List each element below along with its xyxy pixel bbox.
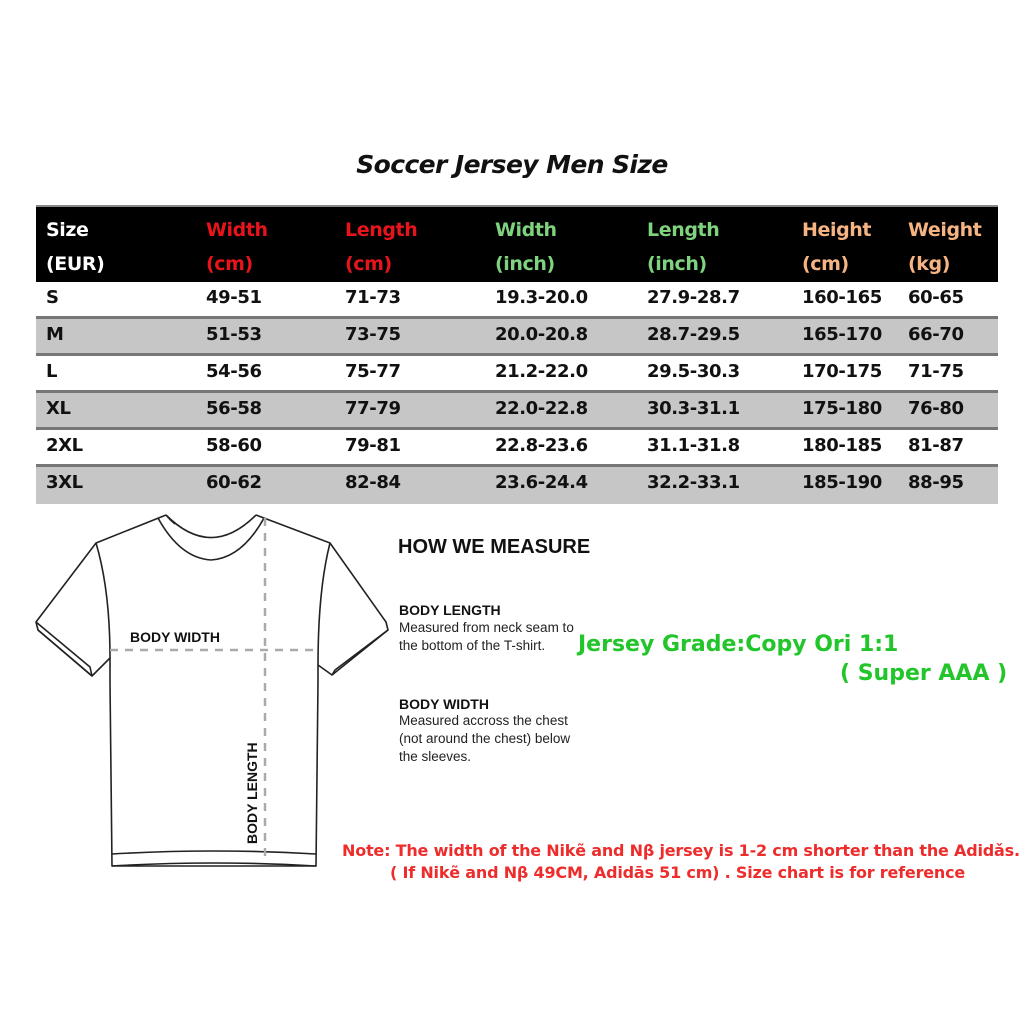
cell-size: L — [46, 361, 58, 382]
cell-height: 160-165 — [802, 287, 882, 308]
header-height — [802, 213, 871, 281]
table-row — [36, 430, 998, 467]
body-length-label: BODY LENGTH — [244, 742, 260, 844]
page-title: Soccer Jersey Men Size — [356, 150, 668, 179]
header-length-inch — [647, 213, 719, 281]
body-width-heading: BODY WIDTH — [399, 696, 489, 712]
cell-size: S — [46, 287, 59, 308]
body-length-desc-line: Measured from neck seam to — [399, 620, 574, 635]
cell-width-inch: 21.2-22.0 — [495, 361, 588, 382]
table-row — [36, 467, 998, 504]
cell-length-inch: 30.3-31.1 — [647, 398, 740, 419]
cell-height: 170-175 — [802, 361, 882, 382]
header-width-inch — [495, 213, 557, 281]
table-row — [36, 282, 998, 319]
header-length-inch-label: Length — [647, 219, 720, 241]
cell-width-cm: 54-56 — [206, 361, 262, 382]
cell-width-inch: 22.8-23.6 — [495, 435, 588, 456]
cell-width-inch: 22.0-22.8 — [495, 398, 588, 419]
header-weight — [908, 213, 982, 281]
body-width-description — [399, 712, 629, 766]
header-width-inch-label: Width — [495, 219, 557, 241]
cell-width-cm: 58-60 — [206, 435, 262, 456]
cell-size: 2XL — [46, 435, 83, 456]
header-width-cm — [206, 213, 268, 281]
header-height-label: Height — [802, 219, 872, 241]
header-width-cm-label: Width — [206, 219, 268, 241]
cell-size: M — [46, 324, 64, 345]
cell-length-cm: 71-73 — [345, 287, 401, 308]
cell-width-cm: 51-53 — [206, 324, 262, 345]
header-length-inch-unit: (inch) — [647, 253, 707, 275]
cell-length-cm: 79-81 — [345, 435, 401, 456]
cell-length-inch: 29.5-30.3 — [647, 361, 740, 382]
header-width-inch-unit: (inch) — [495, 253, 555, 275]
table-row — [36, 393, 998, 430]
header-height-unit: (cm) — [802, 253, 849, 275]
cell-height: 185-190 — [802, 472, 882, 493]
size-table — [36, 205, 998, 504]
cell-height: 180-185 — [802, 435, 882, 456]
cell-height: 175-180 — [802, 398, 882, 419]
header-size-unit: (EUR) — [46, 253, 105, 275]
body-length-desc-line: the bottom of the T-shirt. — [399, 638, 546, 653]
how-we-measure-heading: HOW WE MEASURE — [398, 536, 591, 558]
cell-length-inch: 31.1-31.8 — [647, 435, 740, 456]
tshirt-diagram — [30, 510, 400, 880]
cell-width-cm: 49-51 — [206, 287, 262, 308]
cell-length-cm: 77-79 — [345, 398, 401, 419]
cell-weight: 88-95 — [908, 472, 964, 493]
header-width-cm-unit: (cm) — [206, 253, 253, 275]
header-size — [46, 213, 104, 281]
cell-width-cm: 56-58 — [206, 398, 262, 419]
body-width-desc-line: (not around the chest) below — [399, 731, 571, 746]
size-note-line1: Note: The width of the Nikẽ and Nβ jersey is 1-2 cm shorter than the Adidǎs. — [342, 841, 1020, 860]
body-width-label: BODY WIDTH — [130, 629, 220, 645]
cell-width-inch: 23.6-24.4 — [495, 472, 588, 493]
cell-length-inch: 28.7-29.5 — [647, 324, 740, 345]
cell-weight: 76-80 — [908, 398, 964, 419]
cell-width-inch: 19.3-20.0 — [495, 287, 588, 308]
cell-length-cm: 75-77 — [345, 361, 401, 382]
cell-weight: 71-75 — [908, 361, 964, 382]
size-note-line2: ( If Nikẽ and Nβ 49CM, Adidās 51 cm) . Size chart is for reference — [390, 863, 966, 882]
header-size-label: Size — [46, 219, 89, 241]
body-width-desc-line: the sleeves. — [399, 749, 472, 764]
cell-length-cm: 73-75 — [345, 324, 401, 345]
cell-length-cm: 82-84 — [345, 472, 401, 493]
cell-weight: 81-87 — [908, 435, 964, 456]
cell-length-inch: 32.2-33.1 — [647, 472, 740, 493]
body-width-desc-line: Measured accross the chest — [399, 713, 568, 728]
header-length-cm-label: Length — [345, 219, 418, 241]
cell-size: 3XL — [46, 472, 83, 493]
table-header — [36, 205, 998, 282]
cell-width-cm: 60-62 — [206, 472, 262, 493]
cell-weight: 66-70 — [908, 324, 964, 345]
cell-width-inch: 20.0-20.8 — [495, 324, 588, 345]
table-row — [36, 356, 998, 393]
body-length-heading: BODY LENGTH — [399, 602, 501, 618]
jersey-grade-subtext: ( Super AAA ) — [840, 661, 1008, 686]
header-length-cm-unit: (cm) — [345, 253, 392, 275]
cell-height: 165-170 — [802, 324, 882, 345]
tshirt-outline-icon — [30, 510, 400, 880]
header-weight-label: Weight — [908, 219, 982, 241]
jersey-grade-text: Jersey Grade:Copy Ori 1:1 — [578, 632, 899, 657]
header-length-cm — [345, 213, 417, 281]
table-row — [36, 319, 998, 356]
cell-size: XL — [46, 398, 71, 419]
cell-weight: 60-65 — [908, 287, 964, 308]
header-weight-unit: (kg) — [908, 253, 951, 275]
cell-length-inch: 27.9-28.7 — [647, 287, 740, 308]
